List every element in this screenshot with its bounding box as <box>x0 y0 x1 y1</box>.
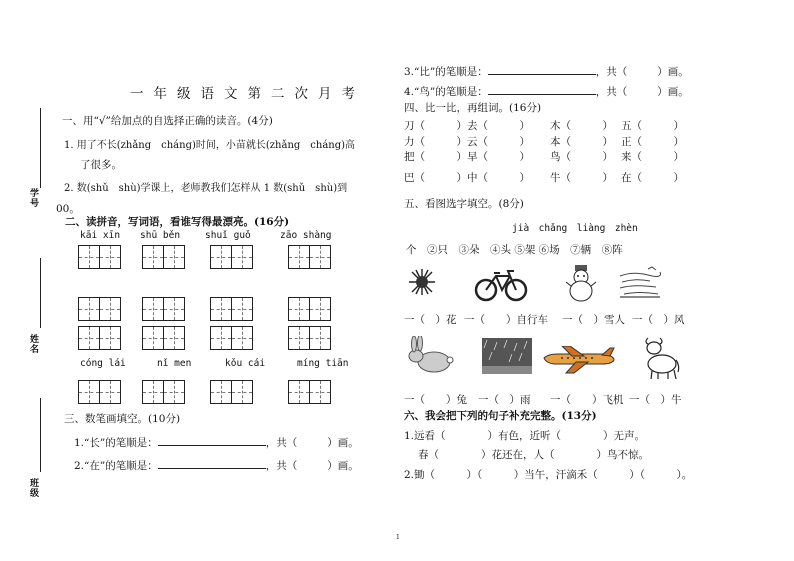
page-number: 1 <box>396 534 400 541</box>
name-label: 姓名 <box>28 334 38 354</box>
section1-q1-line2: 了很多。 <box>80 159 122 171</box>
rabbit-picture <box>406 336 456 374</box>
pinyin-shuiguo: shuǐ guǒ <box>205 230 251 241</box>
writing-grid-7[interactable] <box>210 297 252 321</box>
picture-fill-flower: 一（ ）花 <box>404 314 457 326</box>
picture-fill-wind: 一（ ）风 <box>632 314 685 326</box>
section1-q2-line1: 2. 数(shǔ shù)学课上，老师教我们怎样从 1 数(shǔ shù)到 <box>64 183 348 194</box>
stroke-q4-label: 4.“鸟”的笔顺是： <box>404 86 488 98</box>
wind-picture <box>618 266 662 300</box>
stroke-q3-blank[interactable] <box>488 64 596 75</box>
cow-picture <box>638 336 680 380</box>
picture-fill-rain: 一（ ）雨 <box>478 394 531 406</box>
picture-fill-bicycle: 一（ ）自行车 <box>464 314 548 326</box>
compare-r2c2: 云（ ） <box>467 136 530 148</box>
picture-fill-snowman: 一（ ）雪人 <box>562 314 625 326</box>
writing-grid-12[interactable] <box>288 326 330 350</box>
stroke-q1-blank[interactable] <box>158 435 266 446</box>
compare-r4c3: 牛（ ） <box>550 172 613 184</box>
measure-word-options: 个 ②只 ③朵 ④头 ⑤架 ⑥场 ⑦辆 ⑧阵 <box>406 244 623 256</box>
stroke-q2-blank[interactable] <box>158 458 266 469</box>
stroke-q2-label: 2.“在”的笔顺是： <box>74 460 158 472</box>
compare-r4c1: 巴（ ） <box>404 172 467 184</box>
stroke-q2: 2.“在”的笔顺是： ，共（ ）画。 <box>74 460 359 472</box>
picture-fill-airplane: 一（ ）飞机 <box>550 394 624 406</box>
stroke-q4: 4.“鸟”的笔顺是： ，共（ ）画。 <box>404 86 689 98</box>
stroke-q1: 1.“长”的笔顺是： ，共（ ）画。 <box>74 437 359 449</box>
bicycle-picture <box>474 268 528 302</box>
stroke-q3-label: 3.“比”的笔顺是： <box>404 66 488 78</box>
writing-grid-3[interactable] <box>210 245 252 269</box>
compare-r3c2: 早（ ） <box>467 151 530 163</box>
compare-r3c1: 把（ ） <box>404 151 467 163</box>
pinyin-shuben: shū běn <box>140 230 181 241</box>
compare-r4c4: 在（ ） <box>621 172 684 184</box>
margin-line-top <box>40 108 41 188</box>
compare-r2c3: 本（ ） <box>550 136 613 148</box>
writing-grid-5[interactable] <box>78 297 120 321</box>
writing-grid-6[interactable] <box>142 297 184 321</box>
section1-q1-line1: 1. 用了不长(zhǎng cháng)时间，小苗就长(zhǎng cháng)高 <box>64 140 356 151</box>
snowman-picture <box>565 264 597 302</box>
class-label: 班级 <box>28 478 38 498</box>
poem-line-1: 1.远看（ ）有色，近听（ ）无声。 <box>404 430 646 442</box>
stroke-q4-blank[interactable] <box>488 84 596 95</box>
writing-grid-16[interactable] <box>288 380 330 404</box>
measure-word-pinyin: jià chǎng liàng zhèn <box>512 223 638 234</box>
stroke-q1-label: 1.“长”的笔顺是： <box>74 437 158 449</box>
pinyin-nimen: nǐ men <box>157 358 192 369</box>
rain-picture <box>482 338 532 374</box>
page-title: 一年级语文第二次月考 <box>130 86 365 102</box>
writing-grid-14[interactable] <box>142 380 184 404</box>
poem-line-2: 春（ ）花还在，人（ ）鸟不惊。 <box>418 449 649 461</box>
section1-q2-line2: 00。 <box>56 203 80 215</box>
writing-grid-13[interactable] <box>78 380 120 404</box>
section4-heading: 四、比一比，再组词。(16分) <box>404 102 542 114</box>
compare-r2c4: 正（ ） <box>621 136 684 148</box>
section5-heading: 五、看图选字填空。(8分) <box>404 198 524 210</box>
flower-picture <box>408 268 436 296</box>
picture-fill-cow: 一（ ）牛 <box>629 394 682 406</box>
compare-r1c1: 刀（ ） <box>404 120 467 132</box>
margin-line-bottom <box>40 398 41 472</box>
writing-grid-10[interactable] <box>142 326 184 350</box>
writing-grid-8[interactable] <box>288 297 330 321</box>
writing-grid-9[interactable] <box>78 326 120 350</box>
picture-fill-rabbit: 一（ ）兔 <box>404 394 467 406</box>
writing-grid-1[interactable] <box>78 245 120 269</box>
pinyin-zaoshang: zāo shàng <box>280 230 332 241</box>
compare-r3c4: 来（ ） <box>621 151 684 163</box>
student-number-label: 学号 <box>28 188 38 208</box>
compare-r1c2: 去（ ） <box>467 120 530 132</box>
stroke-q3: 3.“比”的笔顺是： ，共（ ）画。 <box>404 66 689 78</box>
pinyin-conglai: cóng lái <box>80 358 126 369</box>
compare-r3c3: 鸟（ ） <box>550 151 613 163</box>
writing-grid-4[interactable] <box>288 245 330 269</box>
compare-r4c2: 中（ ） <box>467 172 530 184</box>
compare-r2c1: 力（ ） <box>404 136 467 148</box>
writing-grid-11[interactable] <box>210 326 252 350</box>
pinyin-kaixin: kāi xīn <box>80 230 121 241</box>
writing-grid-15[interactable] <box>210 380 252 404</box>
airplane-picture <box>542 346 616 374</box>
poem-line-3: 2.锄（ ）（ ）当午，汗滴禾（ ）（ ）。 <box>404 469 693 481</box>
compare-r1c3: 木（ ） <box>550 120 613 132</box>
writing-grid-2[interactable] <box>142 245 184 269</box>
section3-heading: 三、数笔画填空。(10分) <box>64 413 181 425</box>
pinyin-koucai: kǒu cái <box>225 358 266 369</box>
pinyin-mingtian: míng tiān <box>297 358 349 369</box>
section1-heading: 一、用“√”给加点的自选择正确的读音。(4分) <box>62 115 273 127</box>
margin-line-middle <box>40 258 41 328</box>
compare-r1c4: 五（ ） <box>621 120 684 132</box>
section6-heading: 六、我会把下列的句子补充完整。(13分) <box>404 410 597 422</box>
section2-heading: 二、读拼音，写词语，看谁写得最漂亮。(16分) <box>65 216 290 228</box>
